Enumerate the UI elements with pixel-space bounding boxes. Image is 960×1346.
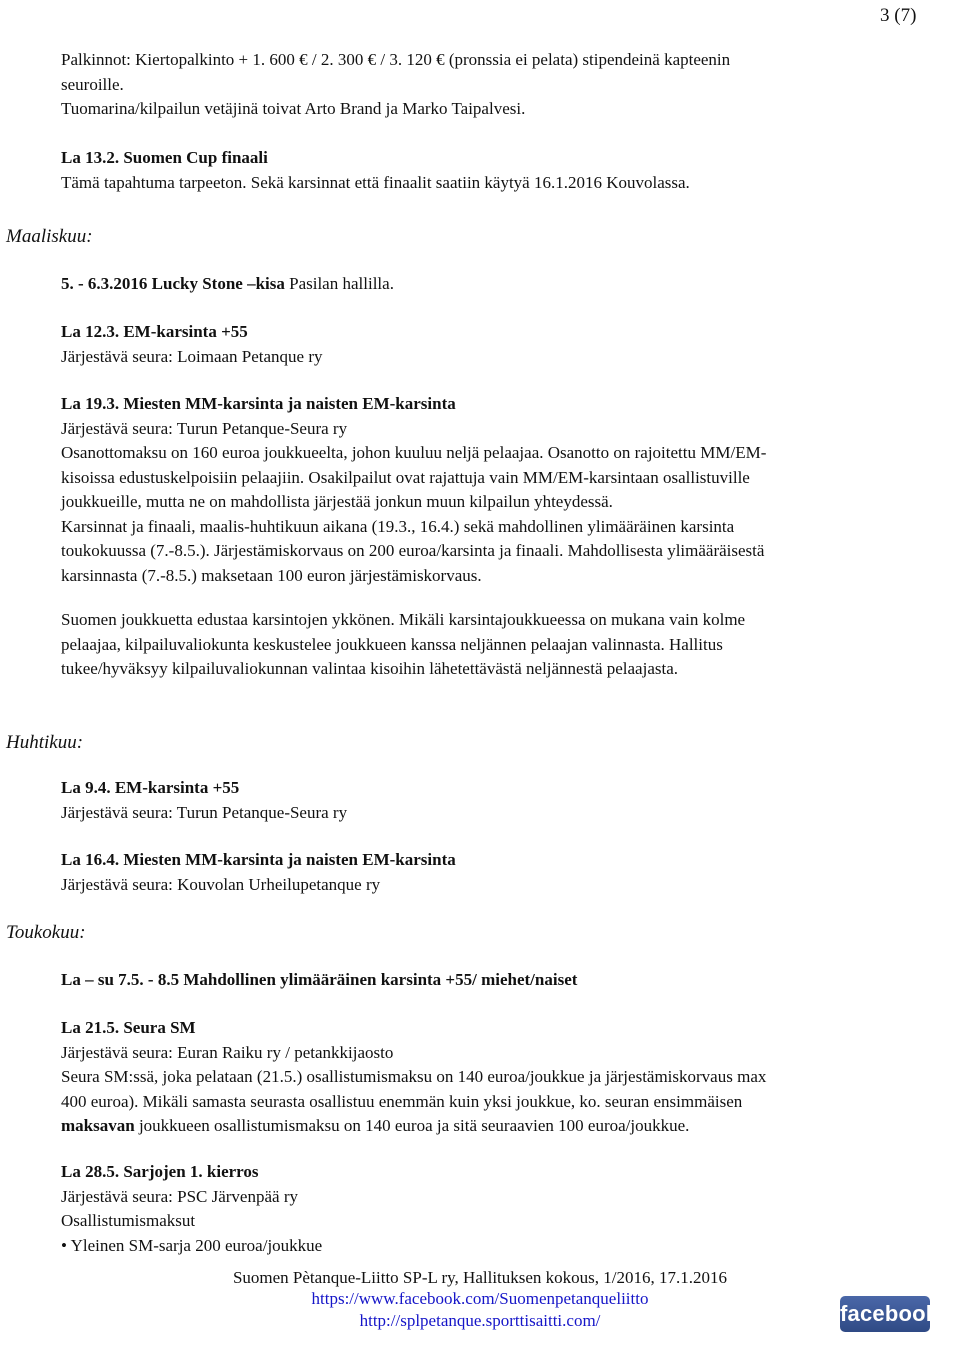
footer-site-link[interactable]: http://splpetanque.sporttisaitti.com/ xyxy=(359,1311,601,1330)
event-organizer: Järjestävä seura: Turun Petanque-Seura ry xyxy=(61,418,348,438)
list-item xyxy=(61,1234,941,1259)
event-text-line: kisoissa edustuskelpoisiin pelaajiin. Osakilpailut ovat rajattuja vain MM/EM-karsintaan osallistuville xyxy=(61,467,750,487)
event-text-line: toukokuussa (7.-8.5.). Järjestämiskorvaus on 200 euroa/karsinta ja finaali. Mahdollisesta ylimääräisestä xyxy=(61,541,765,560)
event-text-line: joukkueille, mutta ne on mahdollista järjestää jonkun muun kilpailun yhteydessä. xyxy=(61,492,613,511)
intro-prizes-line-2: seuroille. xyxy=(61,74,124,94)
event-title: La 28.5. Sarjojen 1. kierros xyxy=(61,1162,259,1181)
event-text-line: karsinnasta (7.-8.5.) maksetaan 100 euron järjestämiskorvaus. xyxy=(61,565,482,585)
footer-meeting-info: Suomen Pètanque-Liitto SP-L ry, Hallituksen kokous, 1/2016, 17.1.2016 xyxy=(232,1268,728,1287)
event-text-line: Seura SM:ssä, joka pelataan (21.5.) osallistumismaksu on 140 euroa/joukkue ja järjestämiskorvaus max xyxy=(61,1067,767,1086)
event-mm-karsinta-apr xyxy=(61,848,941,897)
event-title: La 21.5. Seura SM xyxy=(61,1018,196,1037)
event-organizer: Järjestävä seura: Kouvolan Urheilupetanque ry xyxy=(61,874,381,894)
emphasis-text: maksavan xyxy=(61,1116,135,1135)
footer-facebook-link[interactable]: https://www.facebook.com/Suomenpetanqueliitto xyxy=(311,1289,649,1308)
page-number: 3 (7) xyxy=(880,5,917,26)
event-title: La 13.2. Suomen Cup finaali xyxy=(61,148,268,167)
event-suomen-cup xyxy=(61,146,941,195)
facebook-badge-icon[interactable]: facebook xyxy=(840,1296,930,1332)
list-item-text: Yleinen SM-sarja 200 euroa/joukkue xyxy=(70,1235,323,1255)
event-em-karsinta-mar xyxy=(61,320,941,369)
event-text-line: Osanottomaksu on 160 euroa joukkueelta, johon kuuluu neljä pelaajaa. Osanotto on rajoitettu MM/EM- xyxy=(61,443,767,462)
paragraph-line: pelaajaa, kilpailuvaliokunta keskustelee joukkueen kanssa neljännen pelaajan valinnasta. Hallitus xyxy=(61,634,723,654)
event-em-karsinta-apr xyxy=(61,776,941,825)
event-text-line: joukkueen osallistumismaksu on 140 euroa ja sitä seuraavien 100 euroa/joukkue. xyxy=(134,1116,690,1135)
event-seura-sm xyxy=(61,1016,941,1139)
event-title: La 16.4. Miesten MM-karsinta ja naisten EM-karsinta xyxy=(61,850,456,869)
event-text: Tämä tapahtuma tarpeeton. Sekä karsinnat että finaalit saatiin käytyä 16.1.2016 Kouvolassa. xyxy=(61,172,690,192)
intro-block xyxy=(61,48,941,122)
event-organizer: Järjestävä seura: Turun Petanque-Seura ry xyxy=(61,802,348,822)
intro-referees-line: Tuomarina/kilpailun vetäjinä toivat Arto Brand ja Marko Taipalvesi. xyxy=(61,99,526,118)
event-lucky-stone xyxy=(61,272,941,297)
event-sarjojen-kierros xyxy=(61,1160,941,1258)
paragraph-line: Suomen joukkuetta edustaa karsintojen ykkönen. Mikäli karsintajoukkueessa on mukana vain kolme xyxy=(61,610,746,629)
intro-prizes-line: Palkinnot: Kiertopalkinto + 1. 600 € / 2. 300 € / 3. 120 € (pronssia ei pelata) stipendeinä kapteenin xyxy=(61,50,731,69)
event-organizer: Järjestävä seura: Loimaan Petanque ry xyxy=(61,346,323,366)
event-title: La 19.3. Miesten MM-karsinta ja naisten EM-karsinta xyxy=(61,394,456,413)
team-selection-paragraph xyxy=(61,608,941,682)
event-organizer: Järjestävä seura: PSC Järvenpää ry xyxy=(61,1186,298,1206)
event-location: Pasilan hallilla. xyxy=(284,274,394,293)
month-label-toukokuu: Toukokuu: xyxy=(6,922,86,943)
paragraph-line: tukee/hyväksyy kilpailuvaliokunnan valintaa kisoihin lähetettävästä neljännestä pelaajasta. xyxy=(61,659,678,678)
month-label-maaliskuu: Maaliskuu: xyxy=(6,226,93,247)
event-organizer: Järjestävä seura: Euran Raiku ry / petankkijaosto xyxy=(61,1042,394,1062)
bullet-icon: • xyxy=(61,1235,67,1255)
event-text-line: 400 euroa). Mikäli samasta seurasta osallistuu enemmän kuin yksi joukkue, ko. seuran ensimmäisen xyxy=(61,1091,743,1111)
event-title: 5. - 6.3.2016 Lucky Stone –kisa xyxy=(61,274,285,293)
month-label-huhtikuu: Huhtikuu: xyxy=(6,732,84,753)
event-title: La 12.3. EM-karsinta +55 xyxy=(61,322,248,341)
event-extra-karsinta-may xyxy=(61,968,941,993)
event-mm-karsinta-mar xyxy=(61,392,941,588)
event-title: La – su 7.5. - 8.5 Mahdollinen ylimääräinen karsinta +55/ miehet/naiset xyxy=(61,970,578,989)
event-text-line: Karsinnat ja finaali, maalis-huhtikuun aikana (19.3., 16.4.) sekä mahdollinen ylimääräinen karsinta xyxy=(61,516,735,536)
event-title: La 9.4. EM-karsinta +55 xyxy=(61,778,240,797)
fees-heading: Osallistumismaksut xyxy=(61,1211,196,1230)
